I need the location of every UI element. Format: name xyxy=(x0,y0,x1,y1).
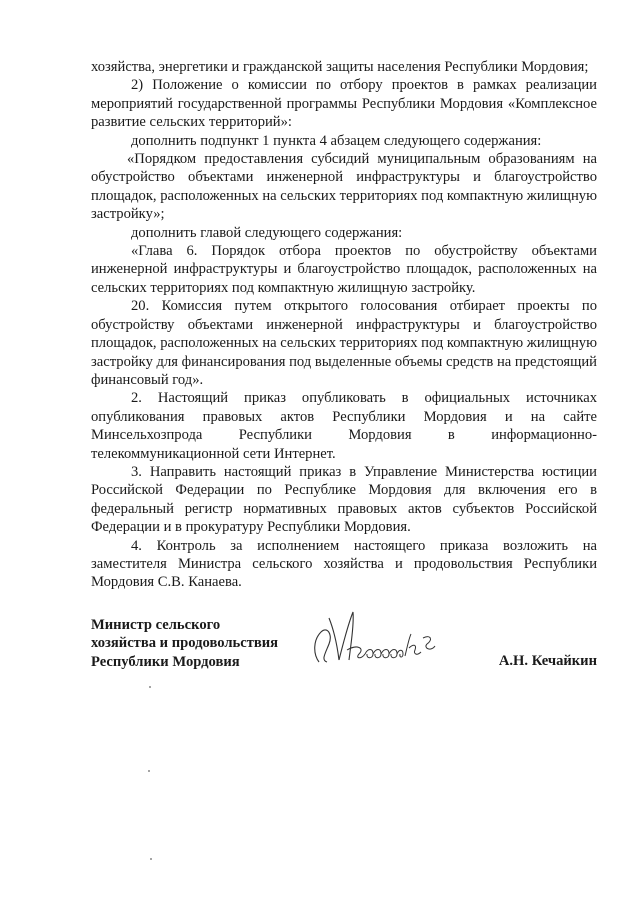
document-body xyxy=(91,58,597,592)
paragraph-10: 4. Контроль за исполнением настоящего приказа возложить на заместителя Министра сельского хозяйства и продовольствия Республики Мордовия С.В. Канаева. xyxy=(91,537,597,591)
paragraph-9: 3. Направить настоящий приказ в Управление Министерства юстиции Российской Федерации по Республике Мордовия для включения его в федеральный регистр нормативных правовых актов субъектов Российской Федерации и в прокуратуру Республики Мордовия. xyxy=(91,463,597,536)
signer-title-line-3: Республики Мордовия xyxy=(91,653,240,670)
paragraph-6: «Глава 6. Порядок отбора проектов по обустройству объектами инженерной инфраструктуры и благоустройство площадок, расположенных на сельских территориях под компактную жилищную застройку. xyxy=(91,243,597,296)
signer-title xyxy=(91,616,278,671)
paragraph-5: дополнить главой следующего содержания: xyxy=(131,224,403,241)
scan-speck xyxy=(150,858,152,860)
signer-title-line-2: хозяйства и продовольствия xyxy=(91,635,279,652)
handwritten-signature xyxy=(299,604,439,674)
paragraph-4: «Порядком предоставления субсидий муниципальным образованиям на обустройство объектами инженерной инфраструктуры и благоустройство площадок, расположенных на сельских территориях под компактную жилищную застройку»; xyxy=(91,151,597,223)
paragraph-2: 2) Положение о комиссии по отбору проектов в рамках реализации мероприятий государственной программы Республики Мордовия «Комплексное развитие сельских территорий»: xyxy=(91,77,597,131)
scan-speck xyxy=(149,686,151,688)
signer-name: А.Н. Кечайкин xyxy=(498,653,597,669)
paragraph-1: хозяйства, энергетики и гражданской защиты населения Республики Мордовия; xyxy=(91,59,589,75)
scan-speck xyxy=(148,770,150,772)
paragraph-7: 20. Комиссия путем открытого голосования отбирает проекты по обустройству объектами инженерной инфраструктуры и благоустройство площадок, расположенных на сельских территориях под компактную жилищную застройку для финансирования под выделенные объемы средств на предстоящий финансовый год». xyxy=(91,298,597,388)
paragraph-8: 2. Настоящий приказ опубликовать в официальных источниках опубликования правовых актов Республики Мордовия и на сайте Минсельхозпрода Республики Мордовия в информационно-телекоммуникационной сети Интернет. xyxy=(91,390,597,462)
signer-title-line-1: Министр сельского xyxy=(91,617,221,633)
signature-block xyxy=(91,616,597,676)
paragraph-3: дополнить подпункт 1 пункта 4 абзацем следующего содержания: xyxy=(131,132,542,149)
